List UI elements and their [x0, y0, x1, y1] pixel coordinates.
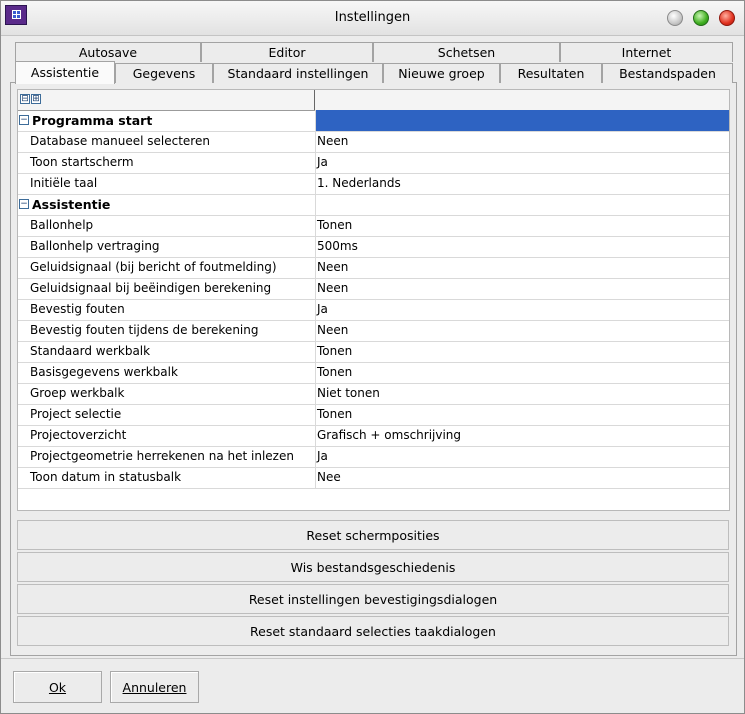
property-row[interactable] [18, 173, 729, 195]
cancel-button-label: Annuleren [122, 680, 187, 695]
property-row[interactable] [18, 278, 729, 300]
property-value: Neen [317, 323, 349, 337]
property-value: 1. Nederlands [317, 176, 401, 190]
property-label: Toon startscherm [30, 155, 134, 169]
tab-schetsen[interactable]: Schetsen [373, 42, 560, 62]
property-row[interactable] [18, 383, 729, 405]
property-value: Ja [317, 449, 328, 463]
collapse-toggle-icon[interactable]: − [20, 199, 28, 209]
property-label: Basisgegevens werkbalk [30, 365, 178, 379]
property-value-cell[interactable] [315, 467, 730, 488]
category-label: Assistentie [32, 197, 111, 212]
property-value-cell[interactable] [315, 173, 730, 194]
property-value-cell[interactable] [315, 404, 730, 425]
property-row[interactable] [18, 299, 729, 321]
property-row[interactable] [18, 446, 729, 468]
clear-file-history-button[interactable]: Wis bestandsgeschiedenis [17, 552, 729, 582]
property-value: Nee [317, 470, 341, 484]
property-row[interactable] [18, 320, 729, 342]
property-value: 500ms [317, 239, 358, 253]
property-value: Neen [317, 134, 349, 148]
property-row[interactable] [18, 131, 729, 153]
property-label: Toon datum in statusbalk [30, 470, 182, 484]
property-label: Projectgeometrie herrekenen na het inlezen [30, 449, 294, 463]
property-value: Niet tonen [317, 386, 380, 400]
maximize-icon[interactable] [693, 10, 709, 26]
property-label: Bevestig fouten tijdens de berekening [30, 323, 259, 337]
property-value: Neen [317, 260, 349, 274]
property-label: Geluidsignaal (bij bericht of foutmelding) [30, 260, 277, 274]
property-value-cell[interactable] [315, 362, 730, 383]
reset-screen-positions-button[interactable]: Reset schermposities [17, 520, 729, 550]
property-row[interactable] [18, 404, 729, 426]
window-title: Instellingen [334, 10, 411, 25]
property-value-cell[interactable] [315, 383, 730, 404]
cancel-button[interactable] [110, 671, 199, 703]
property-value-cell[interactable] [315, 152, 730, 173]
property-value: Ja [317, 302, 328, 316]
property-value-cell[interactable] [315, 194, 730, 215]
property-label: Ballonhelp [30, 218, 94, 232]
property-value-cell[interactable] [315, 446, 730, 467]
property-label: Initiële taal [30, 176, 98, 190]
collapse-all-icon[interactable]: ⊟ [21, 94, 29, 104]
property-label: Ballonhelp vertraging [30, 239, 160, 253]
close-icon[interactable] [719, 10, 735, 26]
ok-button[interactable] [13, 671, 102, 703]
property-row[interactable] [18, 215, 729, 237]
property-value-cell[interactable] [315, 278, 730, 299]
property-value-cell[interactable] [315, 341, 730, 362]
property-label: Geluidsignaal bij beëindigen berekening [30, 281, 272, 295]
title-bar[interactable] [1, 1, 744, 36]
property-row[interactable] [18, 152, 729, 174]
grid-header [18, 90, 729, 111]
property-value: Tonen [317, 407, 353, 421]
property-label: Standaard werkbalk [30, 344, 151, 358]
property-value: Grafisch + omschrijving [317, 428, 462, 442]
property-label: Database manueel selecteren [30, 134, 210, 148]
property-value: Tonen [317, 218, 353, 232]
tab-editor[interactable]: Editor [201, 42, 373, 62]
property-row[interactable] [18, 341, 729, 363]
tab-bestandspaden[interactable]: Bestandspaden [602, 63, 733, 83]
property-value: Neen [317, 281, 349, 295]
column-splitter[interactable] [314, 90, 315, 110]
property-row[interactable] [18, 257, 729, 279]
tab-autosave[interactable]: Autosave [15, 42, 201, 62]
category-label: Programma start [32, 113, 153, 128]
collapse-toggle-icon[interactable]: − [20, 115, 28, 125]
tab-resultaten[interactable]: Resultaten [500, 63, 602, 83]
tab-standaard-instellingen[interactable]: Standaard instellingen [213, 63, 383, 83]
reset-task-dialog-selections-button[interactable]: Reset standaard selecties taakdialogen [17, 616, 729, 646]
tab-assistentie[interactable]: Assistentie [15, 61, 115, 84]
category-row[interactable] [18, 194, 729, 216]
property-row[interactable] [18, 425, 729, 447]
property-row[interactable] [18, 467, 729, 489]
property-label: Project selectie [30, 407, 122, 421]
tab-internet[interactable]: Internet [560, 42, 733, 62]
category-row[interactable] [18, 110, 729, 132]
property-row[interactable] [18, 236, 729, 258]
minimize-icon[interactable] [667, 10, 683, 26]
property-label: Bevestig fouten [30, 302, 125, 316]
divider [1, 658, 744, 659]
property-value-cell[interactable] [315, 215, 730, 236]
expand-all-icon[interactable]: ⊞ [32, 94, 40, 104]
property-value-cell[interactable] [315, 131, 730, 152]
property-value-cell[interactable] [315, 425, 730, 446]
property-value-cell[interactable] [315, 236, 730, 257]
property-value-cell[interactable] [315, 257, 730, 278]
property-grid[interactable] [17, 89, 730, 511]
tab-gegevens[interactable]: Gegevens [115, 63, 213, 83]
property-value-cell[interactable] [315, 299, 730, 320]
property-label: Groep werkbalk [30, 386, 125, 400]
reset-confirmation-dialogs-button[interactable]: Reset instellingen bevestigingsdialogen [17, 584, 729, 614]
property-value: Tonen [317, 365, 353, 379]
property-value: Tonen [317, 344, 353, 358]
ok-button-label: Ok [48, 680, 67, 695]
property-value-cell[interactable] [315, 320, 730, 341]
property-value-cell[interactable] [315, 110, 730, 131]
property-row[interactable] [18, 362, 729, 384]
property-label: Projectoverzicht [30, 428, 127, 442]
tab-nieuwe-groep[interactable]: Nieuwe groep [383, 63, 500, 83]
property-value: Ja [317, 155, 328, 169]
